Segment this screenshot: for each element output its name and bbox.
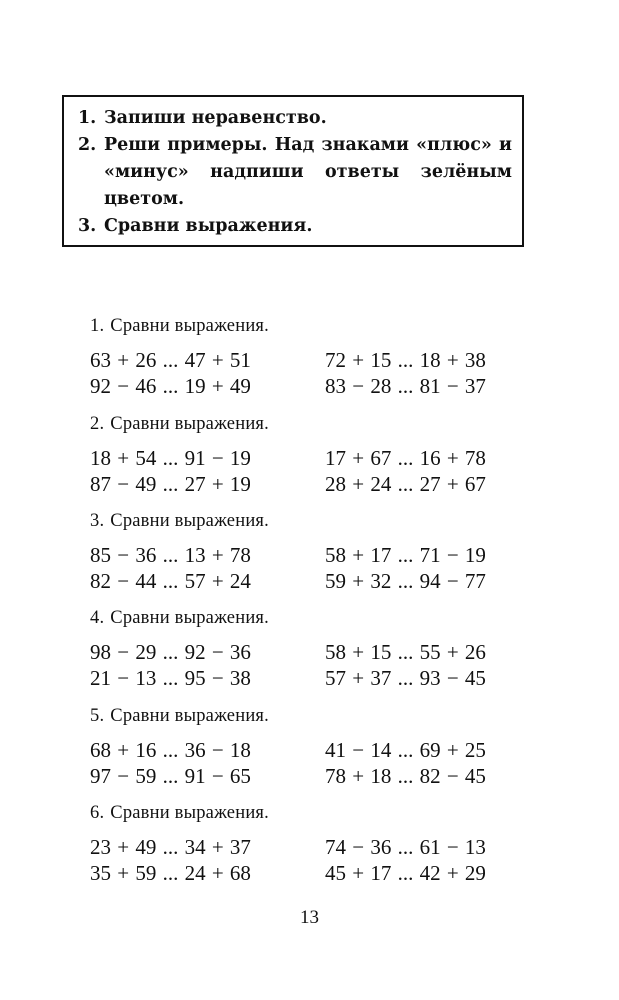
exercise-heading — [90, 703, 530, 729]
exercise-title: Сравни выражения. — [110, 316, 269, 336]
exercise-4 — [90, 605, 530, 691]
exercise-heading — [90, 411, 530, 437]
instruction-item-2 — [78, 132, 512, 213]
expression-left: 82 − 44 ... 57 + 24 — [90, 569, 251, 593]
expression-right: 59 + 32 ... 94 − 77 — [325, 569, 486, 593]
expression-left: 68 + 16 ... 36 − 18 — [90, 738, 251, 762]
expression-left: 85 − 36 ... 13 + 78 — [90, 543, 251, 567]
expression-left: 23 + 49 ... 34 + 37 — [90, 835, 251, 859]
exercise-rows — [90, 347, 530, 399]
expression-right: 41 − 14 ... 69 + 25 — [325, 738, 486, 762]
instruction-text: Сравни выражения. — [104, 216, 313, 236]
expression-left: 92 − 46 ... 19 + 49 — [90, 374, 251, 398]
exercise-number: 4. — [90, 608, 105, 628]
expression-right: 78 + 18 ... 82 − 45 — [325, 764, 486, 788]
exercise-5 — [90, 703, 530, 789]
exercise-row — [90, 471, 530, 497]
exercise-row — [90, 568, 530, 594]
instruction-number: 2. — [78, 135, 97, 155]
instructions-box — [62, 95, 524, 247]
expression-right: 83 − 28 ... 81 − 37 — [325, 374, 486, 398]
exercise-1 — [90, 313, 530, 399]
expression-left: 87 − 49 ... 27 + 19 — [90, 472, 251, 496]
exercise-title: Сравни выражения. — [110, 608, 269, 628]
expression-right: 28 + 24 ... 27 + 67 — [325, 472, 486, 496]
exercise-number: 3. — [90, 511, 105, 531]
exercise-title: Сравни выражения. — [110, 706, 269, 726]
exercise-row — [90, 445, 530, 471]
exercise-title: Сравни выражения. — [110, 511, 269, 531]
expression-left: 98 − 29 ... 92 − 36 — [90, 640, 251, 664]
exercise-rows — [90, 737, 530, 789]
exercise-rows — [90, 542, 530, 594]
exercise-row — [90, 665, 530, 691]
exercise-heading — [90, 800, 530, 826]
exercise-row — [90, 347, 530, 373]
exercise-heading — [90, 605, 530, 631]
exercise-row — [90, 737, 530, 763]
expression-right: 58 + 15 ... 55 + 26 — [325, 640, 486, 664]
exercise-title: Сравни выражения. — [110, 803, 269, 823]
exercise-row — [90, 542, 530, 568]
exercise-6 — [90, 800, 530, 886]
instruction-text: Реши примеры. Над знаками «плюс» и «минус» надпиши ответы зелёным цветом. — [104, 135, 512, 209]
instruction-number: 1. — [78, 108, 97, 128]
exercise-row — [90, 860, 530, 886]
expression-left: 35 + 59 ... 24 + 68 — [90, 861, 251, 885]
expression-left: 97 − 59 ... 91 − 65 — [90, 764, 251, 788]
expression-right: 72 + 15 ... 18 + 38 — [325, 348, 486, 372]
expression-left: 63 + 26 ... 47 + 51 — [90, 348, 251, 372]
instruction-item-1 — [78, 105, 512, 132]
exercise-heading — [90, 313, 530, 339]
exercise-heading — [90, 508, 530, 534]
expression-right: 58 + 17 ... 71 − 19 — [325, 543, 486, 567]
exercise-number: 6. — [90, 803, 105, 823]
expression-left: 18 + 54 ... 91 − 19 — [90, 446, 251, 470]
instruction-item-3 — [78, 213, 512, 240]
exercise-2 — [90, 411, 530, 497]
instruction-number: 3. — [78, 216, 97, 236]
expression-left: 21 − 13 ... 95 − 38 — [90, 666, 251, 690]
page-number: 13 — [300, 907, 319, 928]
expression-right: 45 + 17 ... 42 + 29 — [325, 861, 486, 885]
exercise-row — [90, 834, 530, 860]
exercise-rows — [90, 639, 530, 691]
exercise-row — [90, 639, 530, 665]
exercise-row — [90, 763, 530, 789]
exercise-3 — [90, 508, 530, 594]
exercise-number: 5. — [90, 706, 105, 726]
exercise-rows — [90, 445, 530, 497]
exercise-title: Сравни выражения. — [110, 414, 269, 434]
exercise-rows — [90, 834, 530, 886]
exercise-number: 2. — [90, 414, 105, 434]
exercise-number: 1. — [90, 316, 105, 336]
instruction-text: Запиши неравенство. — [104, 108, 327, 128]
expression-right: 74 − 36 ... 61 − 13 — [325, 835, 486, 859]
exercise-row — [90, 373, 530, 399]
expression-right: 17 + 67 ... 16 + 78 — [325, 446, 486, 470]
expression-right: 57 + 37 ... 93 − 45 — [325, 666, 486, 690]
